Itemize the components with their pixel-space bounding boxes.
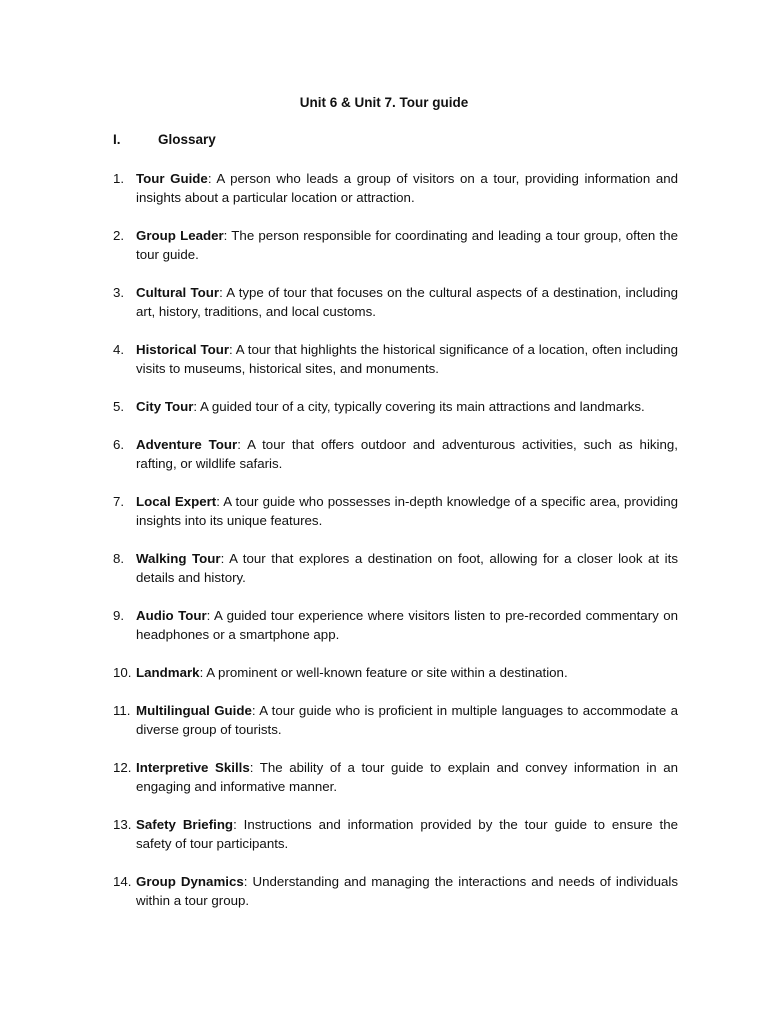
glossary-entry [113, 226, 678, 264]
glossary-entry [113, 701, 678, 739]
entry-definition: : A person who leads a group of visitors on a tour, providing information and insights about a particular location or attraction. [136, 171, 678, 205]
entry-number: 2. [113, 228, 125, 243]
entry-number: 11. [113, 703, 131, 718]
glossary-entry [113, 169, 678, 207]
glossary-list [113, 169, 678, 929]
entry-definition: : A tour that highlights the historical significance of a location, often including visits to museums, historical sites, and monuments. [136, 342, 678, 376]
entry-number: 6. [113, 437, 125, 452]
entry-term: Interpretive Skills [136, 760, 250, 775]
section-numeral: I. [113, 132, 121, 147]
glossary-entry [113, 435, 678, 473]
entry-term: Adventure Tour [136, 437, 238, 452]
entry-number: 14. [113, 874, 132, 889]
entry-number: 3. [113, 285, 125, 300]
entry-number: 7. [113, 494, 125, 509]
entry-number: 8. [113, 551, 125, 566]
glossary-entry [113, 492, 678, 530]
entry-definition: : The ability of a tour guide to explain and convey information in an engaging and informative manner. [136, 760, 679, 794]
document-title: Unit 6 & Unit 7. Tour guide [299, 95, 469, 110]
entry-number: 4. [113, 342, 125, 357]
entry-term: Group Dynamics [136, 874, 244, 889]
entry-term: Safety Briefing [136, 817, 234, 832]
glossary-entry [113, 663, 678, 682]
glossary-entry [113, 815, 678, 853]
entry-definition: : A type of tour that focuses on the cultural aspects of a destination, including art, history, traditions, and local customs. [136, 285, 678, 319]
glossary-entry [113, 606, 678, 644]
entry-term: Group Leader [136, 228, 224, 243]
entry-term: Tour Guide [136, 171, 208, 186]
entry-definition: : A guided tour of a city, typically covering its main attractions and landmarks. [193, 399, 645, 414]
entry-number: 13. [113, 817, 132, 832]
entry-definition: : A tour guide who is proficient in multiple languages to accommodate a diverse group of tourists. [136, 703, 679, 737]
entry-term: Historical Tour [136, 342, 229, 357]
entry-term: Multilingual Guide [136, 703, 252, 718]
entry-definition: : A tour guide who possesses in-depth knowledge of a specific area, providing insights into its unique features. [136, 494, 679, 528]
entry-number: 1. [113, 171, 125, 186]
entry-number: 9. [113, 608, 125, 623]
glossary-entry [113, 872, 678, 910]
entry-definition: : Understanding and managing the interactions and needs of individuals within a tour group. [136, 874, 679, 908]
glossary-entry [113, 397, 678, 416]
entry-definition: : The person responsible for coordinating and leading a tour group, often the tour guide. [136, 228, 678, 262]
entry-term: Landmark [136, 665, 200, 680]
entry-number: 10. [113, 665, 132, 680]
entry-term: Audio Tour [136, 608, 207, 623]
entry-definition: : A guided tour experience where visitors listen to pre-recorded commentary on headphones or a smartphone app. [136, 608, 678, 642]
entry-term: City Tour [136, 399, 194, 414]
entry-number: 12. [113, 760, 132, 775]
entry-definition: : Instructions and information provided by the tour guide to ensure the safety of tour participants. [136, 817, 678, 851]
section-title: Glossary [158, 132, 216, 147]
entry-term: Cultural Tour [136, 285, 220, 300]
entry-number: 5. [113, 399, 125, 414]
glossary-entry [113, 340, 678, 378]
entry-definition: : A prominent or well-known feature or site within a destination. [199, 665, 568, 680]
glossary-entry [113, 758, 678, 796]
entry-definition: : A tour that explores a destination on foot, allowing for a closer look at its details and history. [136, 551, 678, 585]
glossary-entry [113, 283, 678, 321]
glossary-entry [113, 549, 678, 587]
entry-term: Walking Tour [136, 551, 221, 566]
entry-term: Local Expert [136, 494, 217, 509]
entry-definition: : A tour that offers outdoor and adventurous activities, such as hiking, rafting, or wildlife safaris. [136, 437, 678, 471]
section-heading [113, 131, 216, 148]
